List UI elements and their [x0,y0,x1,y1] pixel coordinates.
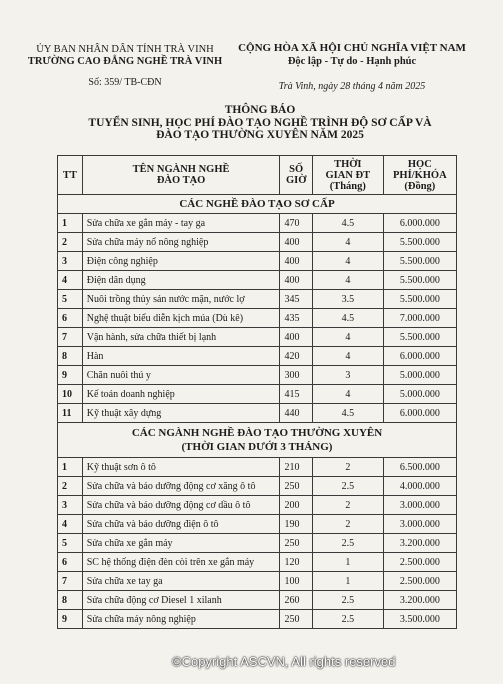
row-duration: 4 [312,385,383,404]
row-duration: 4.5 [312,214,383,233]
table-row [58,252,457,271]
table-row [58,214,457,233]
row-tt: 5 [58,534,83,553]
col-header-duration-line-2: GIAN ĐT [325,169,371,181]
row-duration: 2.5 [312,534,383,553]
document-title [40,104,480,142]
col-header-duration [312,156,383,195]
row-fee: 3.000.000 [383,515,456,534]
row-duration: 2.5 [312,477,383,496]
row-hours: 400 [280,328,312,347]
row-name: Hàn [82,347,280,366]
row-hours: 345 [280,290,312,309]
col-header-hours-line-2: GIỜ [285,175,307,186]
row-fee: 5.500.000 [383,290,456,309]
row-duration: 3.5 [312,290,383,309]
section2-title [58,423,457,458]
table-row [58,290,457,309]
row-name: Kế toán doanh nghiệp [82,385,280,404]
row-fee: 3.200.000 [383,591,456,610]
row-hours: 420 [280,347,312,366]
row-tt: 4 [58,271,83,290]
row-fee: 5.500.000 [383,271,456,290]
row-tt: 1 [58,214,83,233]
table-row [58,496,457,515]
title-line-3: ĐÀO TẠO THƯỜNG XUYÊN NĂM 2025 [156,129,364,141]
table-row [58,610,457,629]
row-duration: 2 [312,496,383,515]
row-tt: 10 [58,385,83,404]
row-tt: 5 [58,290,83,309]
row-fee: 6.000.000 [383,214,456,233]
table-header-row [58,156,457,195]
row-tt: 8 [58,591,83,610]
country-name: CỘNG HÒA XÃ HỘI CHỦ NGHĨA VIỆT NAM [238,42,466,54]
table-row [58,534,457,553]
row-duration: 4 [312,328,383,347]
row-tt: 4 [58,515,83,534]
table-row [58,271,457,290]
row-fee: 7.000.000 [383,309,456,328]
table-row [58,328,457,347]
row-name: Điện công nghiệp [82,252,280,271]
row-tt: 3 [58,496,83,515]
row-tt: 3 [58,252,83,271]
row-name: Điện dân dụng [82,271,280,290]
tuition-table [57,155,457,629]
row-fee: 5.000.000 [383,385,456,404]
row-duration: 2.5 [312,591,383,610]
row-fee: 6.000.000 [383,404,456,423]
row-hours: 250 [280,534,312,553]
row-hours: 120 [280,553,312,572]
row-hours: 100 [280,572,312,591]
row-duration: 2 [312,515,383,534]
table-row [58,477,457,496]
table-row [58,233,457,252]
table-row [58,458,457,477]
row-tt: 2 [58,233,83,252]
col-header-name [82,156,280,195]
row-tt: 9 [58,610,83,629]
table-row [58,572,457,591]
row-name: SC hệ thống điện đèn còi trên xe gắn máy [82,553,280,572]
row-tt: 8 [58,347,83,366]
row-fee: 3.000.000 [383,496,456,515]
row-hours: 470 [280,214,312,233]
col-header-fee-line-1: HỌC [407,158,432,170]
row-duration: 2 [312,458,383,477]
row-fee: 3.500.000 [383,610,456,629]
row-name: Nghệ thuật biểu diễn kịch múa (Dù kê) [82,309,280,328]
row-fee: 6.500.000 [383,458,456,477]
row-name: Sửa chữa động cơ Diesel 1 xilanh [82,591,280,610]
row-hours: 250 [280,477,312,496]
row-fee: 5.500.000 [383,252,456,271]
row-tt: 9 [58,366,83,385]
section2-title-line-1: CÁC NGÀNH NGHỀ ĐÀO TẠO THƯỜNG XUYÊN [131,427,383,439]
section2-title-line-2: (THỜI GIAN DƯỚI 3 THÁNG) [181,441,333,453]
title-line-1: THÔNG BÁO [224,104,296,116]
row-duration: 4.5 [312,404,383,423]
row-name: Sửa chữa và bảo dưỡng động cơ xăng ô tô [82,477,280,496]
row-name: Sửa chữa xe gắn máy [82,534,280,553]
row-name: Sửa chữa xe gắn máy - tay ga [82,214,280,233]
row-hours: 260 [280,591,312,610]
row-fee: 5.500.000 [383,328,456,347]
col-header-name-line-1: TÊN NGÀNH NGHỀ [132,164,230,175]
row-duration: 1 [312,572,383,591]
section1-title: CÁC NGHỀ ĐÀO TẠO SƠ CẤP [58,195,457,214]
table-row [58,309,457,328]
table-row [58,404,457,423]
section-header-row [58,423,457,458]
row-tt: 6 [58,553,83,572]
table-row [58,553,457,572]
row-hours: 300 [280,366,312,385]
table-row [58,385,457,404]
row-name: Kỹ thuật sơn ô tô [82,458,280,477]
col-header-tt: TT [58,156,83,195]
col-header-hours [280,156,312,195]
col-header-fee-line-3: (Đồng) [404,180,436,192]
row-hours: 400 [280,271,312,290]
section-header-row [58,195,457,214]
document-number: Số: 359/ TB-CĐN [88,77,162,88]
row-fee: 2.500.000 [383,572,456,591]
col-header-fee-line-2: PHÍ/KHÓA [393,169,447,181]
row-name: Sửa chữa và bảo dưỡng điện ô tô [82,515,280,534]
row-name: Sửa chữa xe tay ga [82,572,280,591]
org-parent: ỦY BAN NHÂN DÂN TỈNH TRÀ VINH [36,44,214,55]
row-duration: 4.5 [312,309,383,328]
row-hours: 210 [280,458,312,477]
row-name: Sửa chữa máy nổ nông nghiệp [82,233,280,252]
row-duration: 2.5 [312,610,383,629]
row-name: Sửa chữa máy nông nghiệp [82,610,280,629]
row-hours: 435 [280,309,312,328]
row-hours: 250 [280,610,312,629]
row-duration: 4 [312,252,383,271]
row-name: Sửa chữa và bảo dưỡng động cơ dầu ô tô [82,496,280,515]
table-row [58,366,457,385]
row-tt: 1 [58,458,83,477]
document-date: Trà Vinh, ngày 28 tháng 4 năm 2025 [278,81,426,92]
row-fee: 6.000.000 [383,347,456,366]
col-header-name-line-2: ĐÀO TẠO [156,175,206,186]
col-header-duration-line-1: THỜI [334,158,362,170]
national-motto: Độc lập - Tự do - Hạnh phúc [287,56,417,67]
row-tt: 6 [58,309,83,328]
row-name: Kỹ thuật xây dựng [82,404,280,423]
table-row [58,591,457,610]
row-name: Chăn nuôi thú y [82,366,280,385]
row-hours: 400 [280,252,312,271]
row-tt: 11 [58,404,83,423]
row-hours: 415 [280,385,312,404]
col-header-fee [383,156,456,195]
row-fee: 5.000.000 [383,366,456,385]
col-header-hours-line-1: SỐ [289,164,304,175]
row-duration: 4 [312,347,383,366]
copyright-watermark: ©Copyright ASCVN, All rights reserved [172,654,396,669]
org-name: TRƯỜNG CAO ĐẲNG NGHỀ TRÀ VINH [27,56,223,67]
row-fee: 4.000.000 [383,477,456,496]
issuing-organization [20,44,230,89]
title-line-2: TUYỂN SINH, HỌC PHÍ ĐÀO TẠO NGHỀ TRÌNH ĐỘ SƠ CẤP VÀ [88,116,432,129]
col-header-duration-line-3: (Tháng) [329,180,366,192]
row-name: Nuôi trồng thủy sản nước mặn, nước lợ [82,290,280,309]
row-name: Vận hành, sửa chữa thiết bị lạnh [82,328,280,347]
table-row [58,347,457,366]
row-fee: 2.500.000 [383,553,456,572]
row-hours: 440 [280,404,312,423]
row-tt: 7 [58,328,83,347]
row-duration: 3 [312,366,383,385]
row-duration: 4 [312,271,383,290]
row-fee: 3.200.000 [383,534,456,553]
row-tt: 2 [58,477,83,496]
row-fee: 5.500.000 [383,233,456,252]
row-duration: 4 [312,233,383,252]
table-row [58,515,457,534]
row-hours: 190 [280,515,312,534]
row-duration: 1 [312,553,383,572]
row-hours: 400 [280,233,312,252]
row-hours: 200 [280,496,312,515]
national-header [228,42,476,93]
row-tt: 7 [58,572,83,591]
